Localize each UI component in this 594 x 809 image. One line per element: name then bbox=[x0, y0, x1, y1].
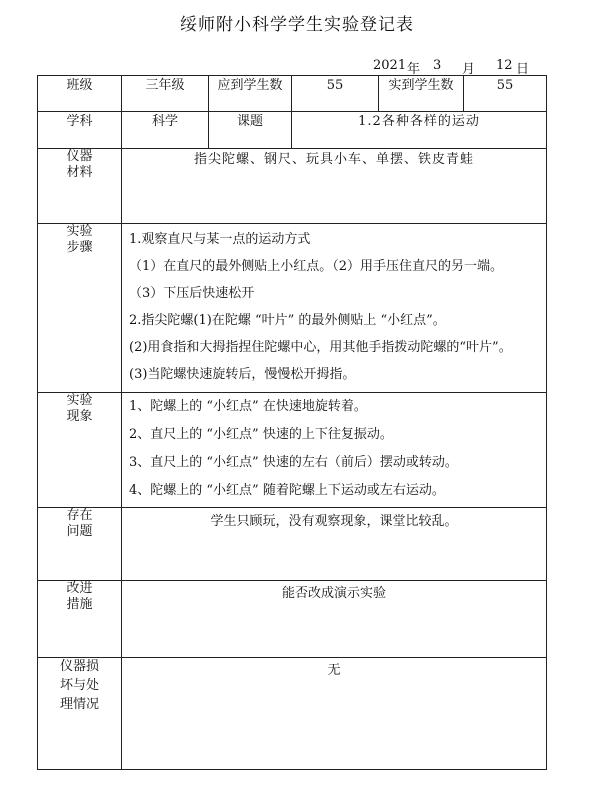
class-value: 三年级 bbox=[122, 76, 209, 112]
damage-text: 无 bbox=[122, 658, 547, 770]
phenomena-line: 4、陀螺上的 “小红点” 随着陀螺上下运动或左右运动。 bbox=[129, 483, 445, 498]
class-label: 班级 bbox=[38, 76, 122, 112]
phenomena-label-line2: 现象 bbox=[66, 408, 93, 424]
steps-line: 2.指尖陀螺(1)在陀螺 “叶片” 的最外侧贴上 “小红点”。 bbox=[129, 313, 446, 328]
steps-row bbox=[38, 224, 547, 393]
date-year: 2021 bbox=[373, 58, 407, 73]
steps-label-line2: 步骤 bbox=[66, 239, 93, 255]
date-month-unit: 月 bbox=[462, 62, 476, 77]
damage-label-line1: 仪器损 bbox=[59, 659, 99, 674]
steps-line: （1）在直尺的最外侧贴上小红点。（2）用手压住直尺的另一端。 bbox=[129, 259, 504, 274]
improvements-label-line2: 措施 bbox=[66, 596, 93, 612]
expected-students-label: 应到学生数 bbox=[209, 76, 292, 112]
actual-students-label: 实到学生数 bbox=[379, 76, 464, 112]
steps-line: (2)用食指和大拇指捏住陀螺中心，用其他手指拨动陀螺的“叶片”。 bbox=[129, 340, 512, 355]
damage-row bbox=[38, 658, 547, 770]
materials-text: 指尖陀螺、钢尺、玩具小车、单摆、铁皮青蛙 bbox=[122, 149, 547, 224]
phenomena-line: 1、陀螺上的 “小红点” 在快速地旋转着。 bbox=[129, 399, 367, 414]
phenomena-line: 2、直尺上的 “小红点” 快速的上下往复振动。 bbox=[129, 427, 393, 442]
date-day: 12 bbox=[496, 58, 513, 73]
steps-label-line1: 实验 bbox=[66, 224, 93, 239]
subject-row bbox=[38, 112, 547, 149]
materials-label-line1: 仪器 bbox=[66, 149, 93, 164]
topic-label: 课题 bbox=[209, 112, 292, 149]
phenomena-content bbox=[122, 393, 547, 508]
problems-text: 学生只顾玩，没有观察现象，课堂比较乱。 bbox=[122, 508, 547, 581]
steps-line: （3）下压后快速松开 bbox=[129, 286, 255, 301]
phenomena-label bbox=[38, 393, 122, 508]
phenomena-line: 3、直尺上的 “小红点” 快速的左右（前后）摆动或转动。 bbox=[129, 455, 458, 470]
page-title: 绥师附小科学学生实验登记表 bbox=[180, 15, 414, 35]
date-month: 3 bbox=[433, 58, 442, 73]
problems-label-line1: 存在 bbox=[66, 508, 93, 523]
materials-label bbox=[38, 149, 122, 224]
damage-label-line2: 坏与处 bbox=[59, 677, 99, 693]
steps-label bbox=[38, 224, 122, 393]
subject-label: 学科 bbox=[38, 112, 122, 149]
materials-row bbox=[38, 149, 547, 224]
improvements-row bbox=[38, 581, 547, 658]
phenomena-row bbox=[38, 393, 547, 508]
steps-content bbox=[122, 224, 547, 393]
date-day-unit: 日 bbox=[516, 62, 530, 77]
improvements-label-line1: 改进 bbox=[66, 581, 93, 596]
actual-students-value: 55 bbox=[464, 76, 547, 112]
date-year-unit: 年 bbox=[407, 62, 421, 77]
expected-students-value: 55 bbox=[292, 76, 379, 112]
damage-label-line3: 理情况 bbox=[59, 696, 99, 712]
problems-row bbox=[38, 508, 547, 581]
class-row bbox=[38, 76, 547, 112]
improvements-text: 能否改成演示实验 bbox=[122, 581, 547, 658]
steps-line: (3)当陀螺快速旋转后，慢慢松开拇指。 bbox=[129, 367, 356, 382]
topic-value: 1.2各种各样的运动 bbox=[292, 112, 547, 149]
phenomena-label-line1: 实验 bbox=[66, 393, 93, 408]
subject-value: 科学 bbox=[122, 112, 209, 149]
registration-table bbox=[37, 75, 547, 770]
materials-label-line2: 材料 bbox=[66, 164, 93, 180]
steps-line: 1.观察直尺与某一点的运动方式 bbox=[129, 232, 311, 247]
improvements-label bbox=[38, 581, 122, 658]
problems-label bbox=[38, 508, 122, 581]
damage-label bbox=[38, 658, 122, 770]
problems-label-line2: 问题 bbox=[66, 523, 93, 539]
